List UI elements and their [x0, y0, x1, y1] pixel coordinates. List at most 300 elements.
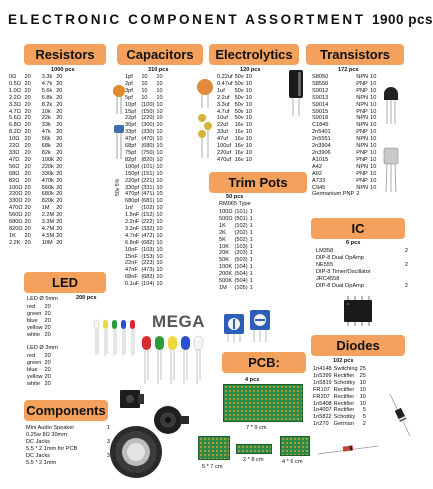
- diode-model: 1n5822: [313, 414, 332, 421]
- electrolytic-value: 4.7uf: [217, 108, 230, 115]
- transistor-type: NPN: [356, 94, 369, 101]
- electrolytic-qty: 10: [245, 149, 252, 156]
- capacitor-value: 75pf: [125, 149, 136, 156]
- capacitor-code: (220): [141, 115, 155, 122]
- resistor-qty: 20: [56, 115, 63, 122]
- capacitor-code: (471): [141, 191, 155, 198]
- components-list: [26, 425, 110, 466]
- capacitor-value: 220pf: [125, 177, 139, 184]
- component-item: [26, 460, 110, 467]
- led-qty: 20: [44, 331, 51, 338]
- capacitor-qty: 10: [156, 129, 163, 136]
- led-qty: 20: [44, 324, 51, 331]
- diode-type: Schottky: [333, 379, 356, 386]
- electrolytic-row: [217, 129, 257, 136]
- capacitor-value: 10pf: [125, 101, 136, 108]
- electrolytic-qty: 10: [245, 94, 252, 101]
- resistor-qty: 20: [56, 94, 63, 101]
- dc-jack-pcb-image: [118, 386, 146, 412]
- resistor-qty: 20: [56, 212, 63, 219]
- resistor-value: 4.5M: [41, 232, 55, 239]
- led-row: [27, 374, 56, 381]
- transistor-row: [312, 157, 381, 164]
- resistor-qty: 20: [24, 170, 31, 177]
- capacitor-value: 4.7nF: [125, 232, 140, 239]
- transistor-qty: 10: [370, 143, 377, 150]
- resistor-value: 680Ω: [9, 219, 23, 226]
- capacitor-code: (332): [141, 225, 155, 232]
- electrolytics-header: Electrolytics: [209, 44, 299, 65]
- capacitor-qty: 10: [156, 156, 163, 163]
- resistor-row: [9, 143, 67, 150]
- ic-list: [316, 248, 408, 289]
- trimpots-header: Trim Pots: [209, 172, 307, 193]
- transistor-model: S9013: [312, 94, 329, 101]
- capacitor-qty: 10: [156, 74, 163, 80]
- trimpot-code: (102): [234, 222, 248, 229]
- transistors-header: Transistors: [306, 44, 404, 65]
- ceramic-capacitor-image: [112, 84, 126, 114]
- trimpot-code: (103): [234, 243, 248, 250]
- resistor-value: 68k: [41, 143, 51, 150]
- capacitor-code: (750): [141, 149, 155, 156]
- trimpot-qty: 1: [249, 222, 253, 229]
- diode-model: 1n5408: [313, 400, 332, 407]
- resistor-value: 680k: [41, 191, 54, 198]
- electrolytic-qty: 10: [245, 122, 252, 129]
- led-color: white: [27, 331, 41, 338]
- led-qty: 20: [44, 317, 51, 324]
- resistor-row: [9, 74, 67, 81]
- capacitors-voltage-label: 50v 5%: [115, 178, 121, 196]
- trimpot-row: [219, 216, 258, 223]
- electrolytic-value: 470uf: [217, 156, 231, 163]
- resistor-value: 330Ω: [9, 198, 23, 205]
- electrolytic-value: 220uf: [217, 149, 231, 156]
- resistors-count: 1000 pcs: [51, 67, 75, 73]
- resistor-value: 0Ω: [9, 74, 17, 80]
- electrolytic-voltage: 50v: [234, 108, 244, 115]
- capacitor-code: (222): [141, 219, 155, 226]
- capacitor-value: 68nF: [125, 274, 138, 281]
- electrolytic-row: [217, 150, 257, 157]
- capacitor-qty: 10: [156, 184, 163, 191]
- diode-qty: 10: [359, 400, 366, 407]
- resistor-row: [9, 212, 67, 219]
- resistors-header: Resistors: [24, 44, 106, 65]
- resistor-value: 56Ω: [9, 163, 20, 170]
- led-qty: 20: [44, 310, 51, 317]
- led-color: red: [27, 353, 36, 359]
- component-item-qty: 3: [106, 452, 110, 459]
- resistor-value: 1.0Ω: [9, 87, 21, 94]
- resistor-qty: 20: [56, 239, 63, 246]
- diode-qty: 10: [359, 386, 366, 393]
- capacitor-row: [125, 74, 168, 81]
- capacitor-row: [125, 198, 168, 205]
- electrolytic-row: [217, 122, 257, 129]
- resistor-qty: 20: [24, 219, 31, 226]
- trimpot-code: (203): [234, 250, 248, 257]
- diodes-count: 102 pcs: [333, 358, 354, 364]
- resistor-row: [9, 219, 67, 226]
- capacitor-code: (680): [141, 143, 155, 150]
- capacitor-value: 330pf: [125, 184, 139, 191]
- trimpot-code: (105): [234, 284, 248, 291]
- transistor-model: S9014: [312, 101, 329, 108]
- diode-row: [313, 366, 371, 373]
- capacitor-value: 15pf: [125, 108, 136, 115]
- capacitor-code: (221): [141, 177, 155, 184]
- page-title: [8, 12, 433, 27]
- capacitor-code: (101): [141, 163, 155, 170]
- pcb-board-a: [198, 436, 230, 460]
- capacitor-row: [125, 81, 168, 88]
- led-row: [27, 332, 56, 339]
- capacitor-value: 15nF: [125, 253, 138, 260]
- led-row: [27, 360, 56, 367]
- capacitor-row: [125, 254, 168, 261]
- diode-type: Rectifier: [333, 407, 355, 414]
- led-5mm-title: LED Ø 5mm: [27, 296, 58, 302]
- capacitor-code: (102): [141, 205, 155, 212]
- capacitor-value: 2pf: [125, 80, 133, 87]
- resistor-qty: 20: [24, 136, 31, 143]
- transistor-model: 2n5551: [312, 136, 331, 143]
- diode-model: 1n4148: [313, 366, 332, 372]
- component-item-label: 0.25w 8Ω 30mm: [26, 431, 67, 438]
- resistor-value: 5.6Ω: [9, 115, 21, 122]
- capacitor-qty: 10: [156, 122, 163, 129]
- resistor-value: 0.5Ω: [9, 80, 21, 87]
- resistor-qty: 20: [24, 94, 31, 101]
- transistor-row: [312, 185, 381, 192]
- capacitor-code: (470): [141, 136, 155, 143]
- component-item-label: 5.5 * 2.1mm for PCB: [26, 445, 78, 452]
- capacitor-row: [125, 240, 168, 247]
- trimpot-image: [222, 308, 272, 342]
- resistor-value: 2.2M: [41, 212, 55, 219]
- transistor-qty: 10: [370, 94, 377, 101]
- capacitor-value: 100pf: [125, 163, 139, 170]
- resistor-row: [9, 171, 67, 178]
- transistor-to92-image: [382, 82, 400, 124]
- resistor-qty: 20: [56, 232, 63, 239]
- components-header: Components: [24, 400, 108, 421]
- electrolytic-row: [217, 74, 257, 81]
- capacitor-stack-image: [196, 112, 214, 160]
- resistor-value: 220Ω: [9, 191, 23, 198]
- capacitor-row: [125, 185, 168, 192]
- capacitor-qty: 10: [156, 219, 163, 226]
- resistor-qty: 20: [56, 80, 63, 87]
- led-qty: 20: [44, 380, 51, 387]
- transistor-type: NPN: [356, 74, 369, 80]
- ic-item-label: DIP-8 Dual OpAmp: [316, 282, 364, 289]
- resistor-value: 820k: [41, 198, 54, 205]
- diode-qty: 10: [359, 393, 366, 400]
- trimpot-code: (501): [234, 215, 248, 222]
- trimpot-row: [219, 271, 258, 278]
- ic-item-label: LM358: [316, 248, 334, 254]
- title-text: ELECTRONIC COMPONENT ASSORTMENT: [8, 12, 366, 27]
- electrolytic-value: 10uf: [217, 115, 228, 122]
- resistor-value: 33Ω: [9, 149, 20, 156]
- electrolytic-row: [217, 88, 257, 95]
- resistor-value: 3.3k: [41, 74, 53, 80]
- capacitor-value: 30pf: [125, 122, 136, 129]
- trimpot-value: 100K: [219, 264, 233, 271]
- resistor-value: 470Ω: [9, 205, 23, 212]
- ic-item: [316, 283, 408, 290]
- led-5mm-image: [140, 334, 206, 384]
- diode-row: [313, 394, 371, 401]
- led-3mm-table: [27, 353, 56, 388]
- electrolytic-qty: 10: [245, 108, 252, 115]
- trimpot-qty: 1: [249, 236, 253, 243]
- diode-type: Rectifier: [333, 386, 355, 393]
- capacitor-row: [125, 136, 168, 143]
- led-qty: 20: [44, 373, 51, 380]
- transistor-type: NPN: [356, 184, 369, 191]
- transistor-type: PNP: [356, 149, 368, 156]
- resistor-value: 470k: [41, 177, 54, 184]
- electrolytic-voltage: 50v: [234, 80, 244, 87]
- electrolytic-voltage: 16v: [234, 156, 244, 163]
- transistor-model: A42: [312, 163, 322, 170]
- transistor-model: 2n5401: [312, 129, 331, 136]
- resistor-qty: 20: [56, 170, 63, 177]
- transistor-model: 2n3906: [312, 149, 331, 156]
- trimpot-value: 1K: [219, 222, 226, 229]
- resistor-value: 100k: [41, 156, 54, 163]
- transistor-row: [312, 164, 381, 171]
- trimpot-row: [219, 209, 258, 216]
- transistor-qty: 10: [370, 115, 377, 122]
- capacitor-row: [125, 219, 168, 226]
- led-color: yellow: [27, 324, 43, 331]
- trimpot-value: 100Ω: [219, 209, 233, 215]
- transistor-type: PNP: [356, 80, 368, 87]
- component-item-qty: 1: [106, 425, 110, 431]
- transistor-model: S9015: [312, 108, 329, 115]
- led-qty: 20: [44, 353, 51, 359]
- resistor-qty: 20: [56, 198, 63, 205]
- resistor-qty: 20: [24, 80, 31, 87]
- capacitor-code: (820): [141, 156, 155, 163]
- diode-row: [313, 380, 371, 387]
- resistor-qty: 20: [24, 225, 31, 232]
- electrolytic-voltage: 16v: [234, 129, 244, 136]
- resistor-row: [9, 205, 67, 212]
- trimpot-code: (504): [234, 271, 248, 278]
- capacitor-value: 3pf: [125, 87, 133, 94]
- transistor-type: PNP: [356, 170, 368, 177]
- resistor-row: [9, 240, 67, 247]
- pcb-board-large: [223, 384, 303, 422]
- resistor-qty: 20: [24, 101, 31, 108]
- transistor-qty: 10: [370, 149, 377, 156]
- pcb-c-label: 4 * 6 cm: [282, 459, 303, 465]
- resistor-qty: 20: [24, 205, 31, 212]
- resistor-row: [9, 95, 67, 102]
- resistor-qty: 20: [56, 163, 63, 170]
- resistor-value: 100Ω: [9, 184, 23, 191]
- trimpot-code: (504): [234, 278, 248, 285]
- diode-type: Rectifier: [333, 400, 355, 407]
- transistor-qty: 10: [370, 170, 377, 177]
- resistor-value: 220k: [41, 163, 54, 170]
- diode-model: FR207: [313, 393, 330, 400]
- resistor-qty: 20: [24, 74, 31, 80]
- diode-qty: 10: [359, 379, 366, 386]
- trimpot-code: (503): [234, 257, 248, 264]
- resistor-value: 22Ω: [9, 143, 20, 150]
- trimpot-row: [219, 230, 258, 237]
- capacitor-code: 10: [141, 80, 148, 87]
- capacitor-row: [125, 150, 168, 157]
- resistor-value: 5.6k: [41, 87, 53, 94]
- transistor-model: C945: [312, 184, 326, 191]
- resistor-value: 560k: [41, 184, 54, 191]
- electrolytic-row: [217, 95, 257, 102]
- transistor-qty: 10: [370, 136, 377, 143]
- trimpot-value: 500K: [219, 278, 233, 285]
- capacitor-row: [125, 95, 168, 102]
- capacitor-qty: 10: [156, 177, 163, 184]
- resistor-row: [9, 122, 67, 129]
- transistor-row: [312, 178, 381, 185]
- germanium-transistor-image: [382, 146, 400, 192]
- component-item-label: Mini Audio Speaker: [26, 425, 75, 431]
- resistor-qty: 20: [24, 163, 31, 170]
- resistor-value: 560Ω: [9, 212, 23, 219]
- transistor-model: S8550: [312, 80, 329, 87]
- capacitor-qty: 10: [156, 246, 163, 253]
- electrolytic-row: [217, 102, 257, 109]
- electrolytic-voltage: 50v: [234, 101, 244, 108]
- resistor-value: 2.2Ω: [9, 94, 21, 101]
- resistor-qty: 20: [56, 143, 63, 150]
- led-header: LED: [24, 272, 106, 293]
- diode-type: German: [333, 421, 354, 428]
- resistor-value: 22k: [41, 115, 51, 122]
- electrolytic-qty: 10: [245, 87, 252, 94]
- led-row: [27, 311, 56, 318]
- film-capacitor-image: [112, 125, 126, 159]
- trimpot-code: (101): [234, 209, 248, 215]
- resistor-qty: 20: [24, 87, 31, 94]
- resistor-row: [9, 191, 67, 198]
- resistor-qty: 20: [24, 156, 31, 163]
- transistor-qty: 10: [370, 156, 377, 163]
- led-row: [27, 353, 56, 360]
- electrolytic-voltage: 50v: [234, 87, 244, 94]
- pcb-b-label: 2 * 8 cm: [243, 457, 264, 463]
- trimpot-row: [219, 223, 258, 230]
- transistor-qty: 10: [370, 101, 377, 108]
- trimpots-type: RM065 Type: [219, 201, 251, 207]
- resistor-row: [9, 88, 67, 95]
- ic-item-label: DIP-8 Dual OpAmp: [316, 254, 364, 261]
- capacitor-row: [125, 191, 168, 198]
- resistor-qty: 20: [24, 198, 31, 205]
- electrolytic-qty: 10: [245, 136, 252, 143]
- electrolytic-row: [217, 157, 257, 164]
- trimpot-row: [219, 237, 258, 244]
- electrolytic-row: [217, 143, 257, 150]
- ceramic-disc-image: [194, 78, 216, 108]
- transistor-qty: 10: [370, 177, 377, 184]
- resistor-qty: 20: [56, 108, 63, 115]
- capacitor-qty: 10: [156, 94, 163, 101]
- electrolytics-table: [217, 74, 257, 164]
- resistor-row: [9, 226, 67, 233]
- component-item: [26, 453, 110, 460]
- resistor-qty: 20: [24, 232, 31, 239]
- diode-model: 1n5819: [313, 379, 332, 386]
- capacitor-qty: 10: [156, 170, 163, 177]
- diode-qty: 2: [362, 421, 366, 428]
- led-qty: 20: [44, 304, 51, 310]
- ic-item-label: DIP-8 Timer/Oscillator: [316, 268, 371, 275]
- led-qty: 20: [44, 359, 51, 366]
- capacitor-qty: 10: [156, 136, 163, 143]
- led-row: [27, 367, 56, 374]
- ic-header: IC: [311, 218, 405, 239]
- resistor-value: 8.2k: [41, 101, 53, 108]
- electrolytic-row: [217, 109, 257, 116]
- capacitor-value: 150pf: [125, 170, 139, 177]
- transistors-table: [312, 74, 381, 198]
- capacitor-row: [125, 157, 168, 164]
- led-5mm-table: [27, 304, 56, 339]
- ic-chip-image: [338, 296, 378, 326]
- led-color: red: [27, 304, 36, 310]
- electrolytic-voltage: 16v: [234, 122, 244, 129]
- capacitor-qty: 10: [156, 108, 163, 115]
- led-row: [27, 381, 56, 388]
- transistor-type: 2: [356, 191, 360, 198]
- resistor-qty: 20: [56, 101, 63, 108]
- resistor-value: 1M: [41, 205, 50, 212]
- diodes-header: Diodes: [311, 335, 405, 356]
- resistor-qty: 20: [56, 225, 63, 232]
- resistor-qty: 20: [56, 129, 63, 136]
- resistor-qty: 20: [24, 184, 31, 191]
- resistor-qty: 20: [56, 156, 63, 163]
- capacitor-row: [125, 102, 168, 109]
- component-item-label: DC Jacks: [26, 438, 50, 445]
- ic-item-qty: 2: [404, 261, 408, 268]
- resistor-qty: 20: [56, 122, 63, 129]
- capacitor-code: (330): [141, 129, 155, 136]
- capacitor-value: 6.8nF: [125, 239, 140, 246]
- resistor-value: 82Ω: [9, 177, 20, 184]
- transistor-model: A1015: [312, 156, 329, 163]
- title-count: 1900 pcs: [371, 12, 433, 27]
- transistor-type: NPN: [356, 163, 369, 170]
- electrolytic-voltage: 16v: [234, 136, 244, 143]
- capacitor-value: 22nF: [125, 260, 138, 267]
- led-3mm-title: LED Ø 3mm: [27, 345, 58, 351]
- resistor-qty: 20: [56, 177, 63, 184]
- diode-row: [313, 401, 371, 408]
- resistor-row: [9, 185, 67, 192]
- resistor-value: 6.8Ω: [9, 122, 21, 129]
- electrolytic-value: 22uf: [217, 122, 228, 129]
- resistor-value: 6.8k: [41, 94, 53, 101]
